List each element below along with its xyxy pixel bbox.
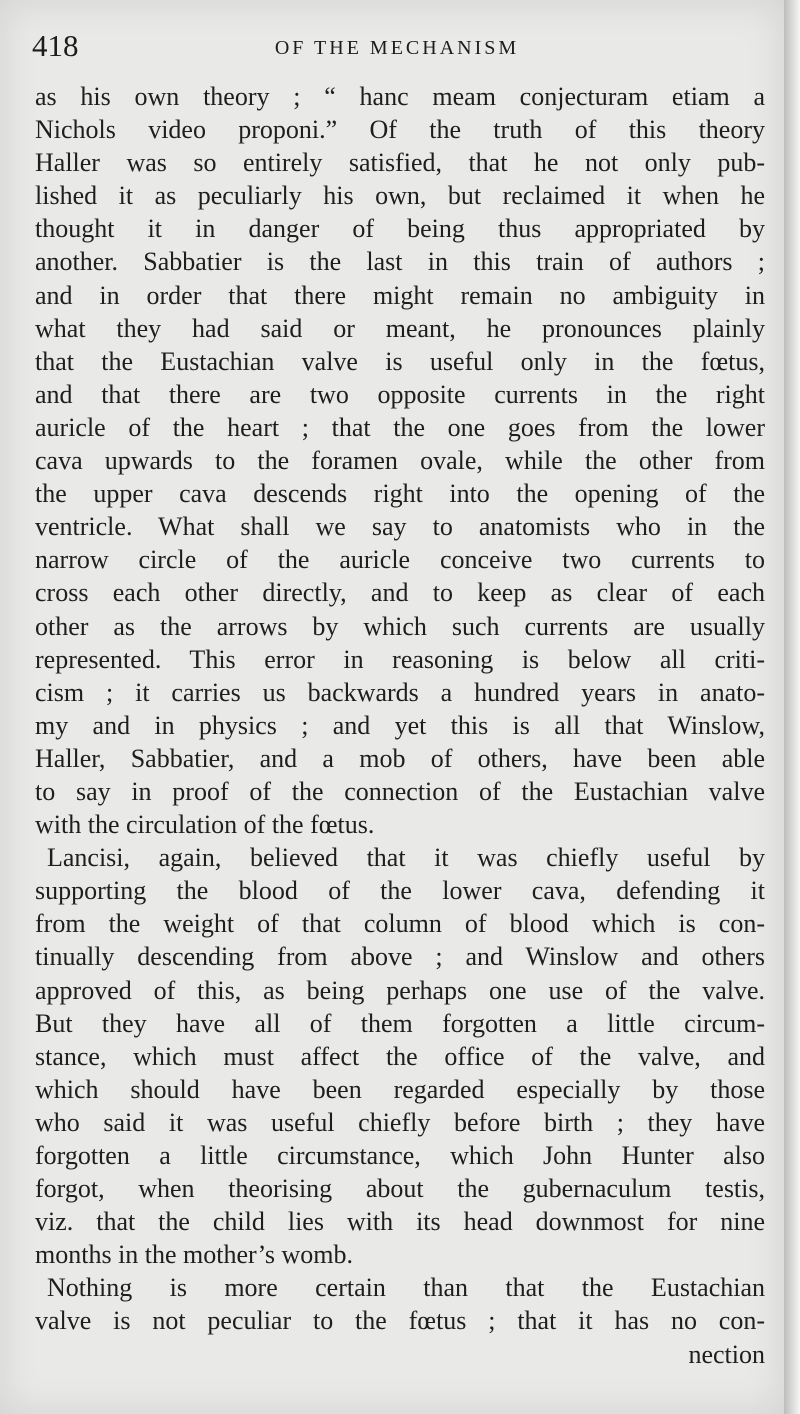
running-head: OF THE MECHANISM xyxy=(274,37,520,59)
text-line: ventricle. What shall we say to anatomists who in the xyxy=(35,512,765,542)
text-line: and in order that there might remain no ambiguity in xyxy=(35,280,765,310)
text-line: tinually descending from above ; and Winslow and others xyxy=(35,942,765,972)
text-line: lished it as peculiarly his own, but reclaimed it when he xyxy=(35,181,765,211)
text-line: cism ; it carries us backwards a hundred years in anato- xyxy=(35,677,765,707)
text-line: viz. that the child lies with its head downmost for nine xyxy=(35,1207,765,1237)
text-line: valve is not peculiar to the fœtus ; that it has no con- xyxy=(35,1306,765,1336)
text-line: represented. This error in reasoning is below all criti- xyxy=(35,644,765,674)
text-line: Nichols video proponi.” Of the truth of this theory xyxy=(35,115,765,145)
text-line: my and in physics ; and yet this is all that Winslow, xyxy=(35,710,765,740)
text-line: another. Sabbatier is the last in this train of authors ; xyxy=(35,247,765,277)
text-line: what they had said or meant, he pronounces plainly xyxy=(35,313,765,343)
body-text xyxy=(35,80,765,1371)
paragraph-last-line: months in the mother’s womb. xyxy=(35,1240,354,1270)
paragraph-first-line: Lancisi, again, believed that it was chiefly useful by xyxy=(47,843,765,873)
paragraph-first-line: Nothing is more certain than that the Eustachian xyxy=(47,1273,765,1303)
text-line: stance, which must affect the office of the valve, and xyxy=(35,1041,765,1071)
paragraph-last-line: with the circulation of the fœtus. xyxy=(35,810,375,840)
text-line: the upper cava descends right into the opening of the xyxy=(35,479,765,509)
page-number: 418 xyxy=(32,28,79,63)
text-line: thought it in danger of being thus appropriated by xyxy=(35,214,765,244)
text-line: cava upwards to the foramen ovale, while the other from xyxy=(35,446,765,476)
text-line: supporting the blood of the lower cava, defending it xyxy=(35,876,765,906)
text-line: from the weight of that column of blood which is con- xyxy=(35,909,765,939)
text-line: narrow circle of the auricle conceive two currents to xyxy=(35,545,765,575)
text-line: Haller was so entirely satisfied, that he not only pub- xyxy=(35,148,765,178)
text-line: approved of this, as being perhaps one use of the valve. xyxy=(35,975,765,1005)
text-line: as his own theory ; “ hanc meam conjecturam etiam a xyxy=(35,82,765,111)
text-line: and that there are two opposite currents in the right xyxy=(35,379,765,409)
text-line: to say in proof of the connection of the Eustachian valve xyxy=(35,776,765,806)
text-line: which should have been regarded especially by those xyxy=(35,1074,765,1104)
text-line: But they have all of them forgotten a little circum- xyxy=(35,1008,765,1038)
catchword: nection xyxy=(688,1339,765,1369)
text-line: forgot, when theorising about the gubernaculum testis, xyxy=(35,1174,765,1204)
text-line: that the Eustachian valve is useful only in the fœtus, xyxy=(35,346,765,376)
text-line: cross each other directly, and to keep as clear of each xyxy=(35,578,765,608)
text-line: other as the arrows by which such currents are usually xyxy=(35,611,765,641)
text-line: Haller, Sabbatier, and a mob of others, have been able xyxy=(35,743,765,773)
text-line: who said it was useful chiefly before birth ; they have xyxy=(35,1107,765,1137)
page-edge-shadow xyxy=(784,0,800,1414)
text-line: auricle of the heart ; that the one goes from the lower xyxy=(35,412,765,442)
page-header xyxy=(32,28,762,64)
text-line: forgotten a little circumstance, which John Hunter also xyxy=(35,1141,765,1170)
